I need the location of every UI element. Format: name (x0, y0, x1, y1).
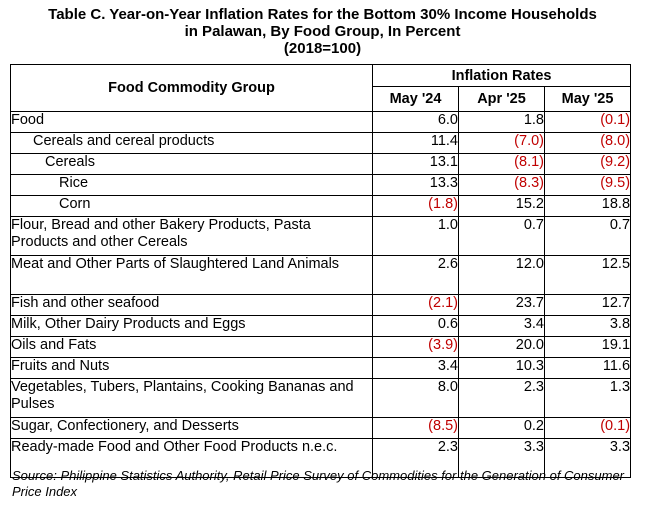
table-row (11, 418, 631, 439)
value-may-24: 13.3 (373, 175, 459, 196)
table-row (11, 295, 631, 316)
value-apr-25: 0.7 (459, 217, 545, 256)
value-may-24: 11.4 (373, 133, 459, 154)
value-may-24: (1.8) (373, 196, 459, 217)
source-text: Philippine Statistics Authority, Retail Price Survey of Commodities for the Generation of Consumer Price Index (12, 468, 625, 499)
value-apr-25: 2.3 (459, 379, 545, 418)
row-label: Food (11, 112, 373, 133)
row-label: Oils and Fats (11, 337, 373, 358)
row-label: Flour, Bread and other Bakery Products, Pasta Products and other Cereals (11, 217, 373, 256)
row-label: Vegetables, Tubers, Plantains, Cooking Bananas and Pulses (11, 379, 373, 418)
value-apr-25: 3.4 (459, 316, 545, 337)
value-apr-25: 15.2 (459, 196, 545, 217)
value-may-25: (9.5) (545, 175, 631, 196)
value-apr-25: (8.1) (459, 154, 545, 175)
row-label: Sugar, Confectionery, and Desserts (11, 418, 373, 439)
table-row (11, 358, 631, 379)
value-apr-25: (8.3) (459, 175, 545, 196)
value-may-25: (0.1) (545, 418, 631, 439)
title-line-1: Table C. Year-on-Year Inflation Rates for the Bottom 30% Income Households (48, 6, 597, 23)
row-label: Rice (11, 175, 373, 196)
header-period-3: May '25 (545, 87, 631, 112)
table-row (11, 175, 631, 196)
value-may-24: 0.6 (373, 316, 459, 337)
row-label: Corn (11, 196, 373, 217)
inflation-table (10, 64, 631, 478)
value-may-25: 19.1 (545, 337, 631, 358)
value-may-24: 2.6 (373, 256, 459, 295)
header-rates-label: Inflation Rates (373, 65, 631, 87)
value-may-25: 11.6 (545, 358, 631, 379)
value-apr-25: 12.0 (459, 256, 545, 295)
row-label: Ready-made Food and Other Food Products n.e.c. (11, 439, 373, 478)
table-row (11, 337, 631, 358)
value-apr-25: 10.3 (459, 358, 545, 379)
value-apr-25: 23.7 (459, 295, 545, 316)
title-line-3: (2018=100) (283, 40, 362, 57)
table-row (11, 196, 631, 217)
table-title (0, 6, 645, 57)
value-may-25: (0.1) (545, 112, 631, 133)
row-label: Fruits and Nuts (11, 358, 373, 379)
table-row (11, 217, 631, 256)
value-apr-25: 20.0 (459, 337, 545, 358)
value-may-24: 2.3 (373, 439, 459, 478)
title-line-2: in Palawan, By Food Group, In Percent (184, 23, 461, 40)
value-may-24: 6.0 (373, 112, 459, 133)
row-label: Meat and Other Parts of Slaughtered Land Animals (11, 256, 373, 295)
value-may-25: (8.0) (545, 133, 631, 154)
table-row (11, 112, 631, 133)
value-may-25: 3.8 (545, 316, 631, 337)
header-group-label: Food Commodity Group (11, 65, 373, 112)
source-note (12, 468, 632, 500)
value-may-24: (8.5) (373, 418, 459, 439)
value-may-25: 0.7 (545, 217, 631, 256)
header-period-2: Apr '25 (459, 87, 545, 112)
value-apr-25: 3.3 (459, 439, 545, 478)
value-may-25: 1.3 (545, 379, 631, 418)
row-label: Fish and other seafood (11, 295, 373, 316)
value-apr-25: 0.2 (459, 418, 545, 439)
value-may-24: 13.1 (373, 154, 459, 175)
value-may-25: (9.2) (545, 154, 631, 175)
table-row (11, 316, 631, 337)
value-may-25: 18.8 (545, 196, 631, 217)
row-label: Cereals and cereal products (11, 133, 373, 154)
table-row (11, 379, 631, 418)
value-may-24: 8.0 (373, 379, 459, 418)
value-apr-25: (7.0) (459, 133, 545, 154)
value-may-24: (3.9) (373, 337, 459, 358)
table-row (11, 256, 631, 295)
value-may-24: (2.1) (373, 295, 459, 316)
value-apr-25: 1.8 (459, 112, 545, 133)
table-row (11, 154, 631, 175)
value-may-24: 1.0 (373, 217, 459, 256)
row-label: Milk, Other Dairy Products and Eggs (11, 316, 373, 337)
value-may-24: 3.4 (373, 358, 459, 379)
value-may-25: 3.3 (545, 439, 631, 478)
source-label: Source: (12, 468, 57, 483)
row-label: Cereals (11, 154, 373, 175)
value-may-25: 12.5 (545, 256, 631, 295)
table-row (11, 133, 631, 154)
header-period-1: May '24 (373, 87, 459, 112)
value-may-25: 12.7 (545, 295, 631, 316)
